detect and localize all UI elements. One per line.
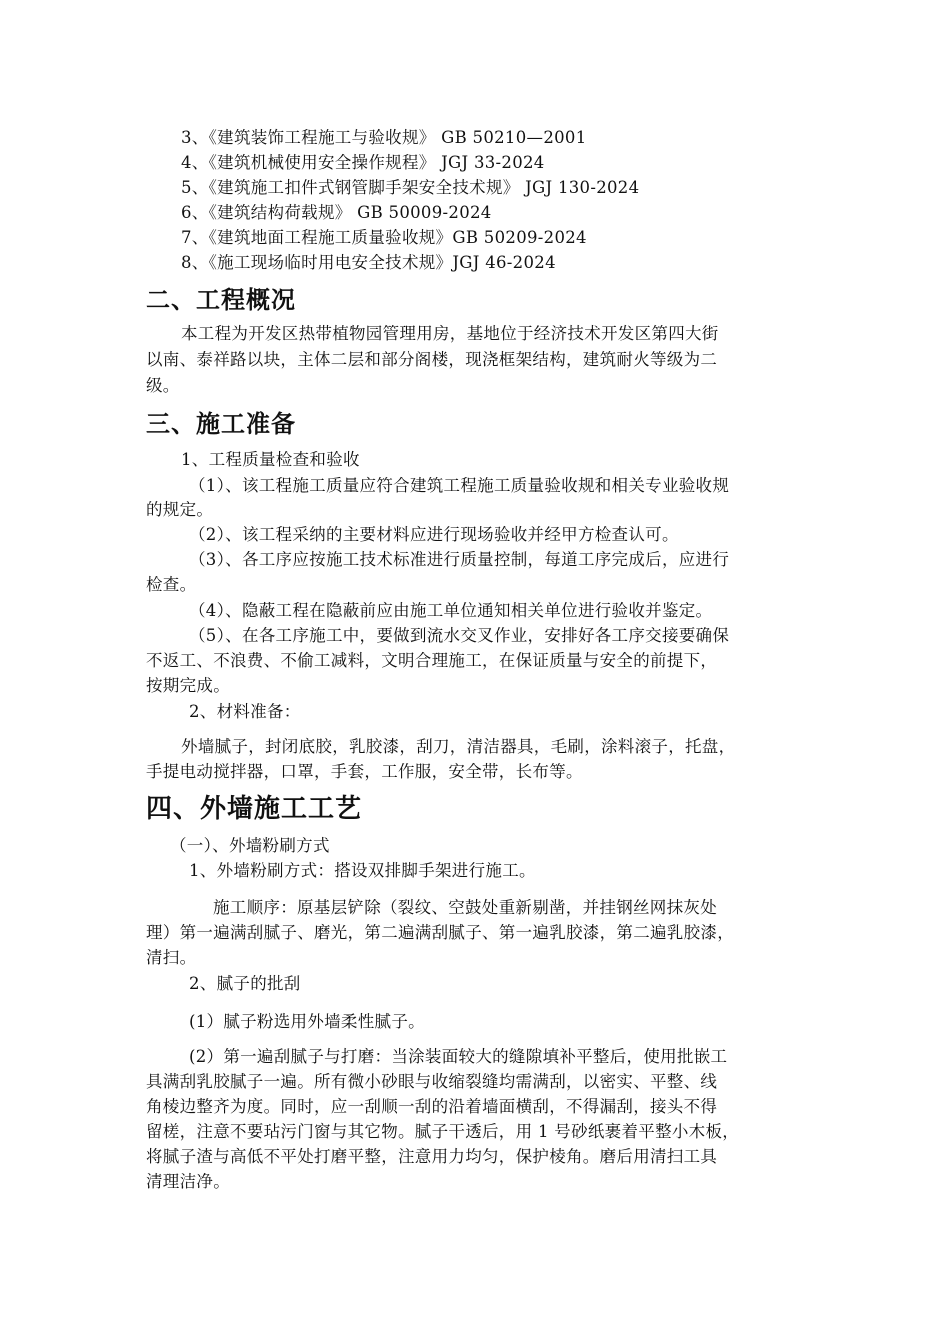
paragraph-line: 以南、泰祥路以块，主体二层和部分阁楼，现浇框架结构，建筑耐火等级为二 — [146, 350, 718, 369]
paragraph-line: 级。 — [146, 376, 180, 395]
paragraph-line: 按期完成。 — [146, 676, 230, 695]
paragraph-line: 的规定。 — [146, 500, 214, 519]
section-heading: 四、外墙施工工艺 — [146, 794, 363, 824]
paragraph-line: 1、外墙粉刷方式：搭设双排脚手架进行施工。 — [189, 861, 536, 880]
paragraph-line: （2）、该工程采纳的主要材料应进行现场验收并经甲方检查认可。 — [189, 525, 679, 544]
paragraph-line: 不返工、不浪费、不偷工减料，文明合理施工，在保证质量与安全的前提下， — [146, 651, 718, 670]
paragraph-line: 本工程为开发区热带植物园管理用房，基地位于经济技术开发区第四大街 — [181, 324, 719, 343]
standard-item: 5、《建筑施工扣件式钢管脚手架安全技术规》 JGJ 130-2024 — [181, 178, 640, 197]
paragraph-line: （1）、该工程施工质量应符合建筑工程施工质量验收规和相关专业验收规 — [189, 476, 730, 495]
paragraph-line: 理）第一遍满刮腻子、磨光，第二遍满刮腻子、第一遍乳胶漆，第二遍乳胶漆， — [146, 923, 734, 942]
paragraph-line: 手提电动搅拌器，口罩，手套，工作服，安全带，长布等。 — [146, 762, 583, 781]
section-heading: 二、工程概况 — [146, 286, 296, 314]
paragraph-line: 角棱边整齐为度。同时，应一刮顺一刮的沿着墙面横刮，不得漏刮，接头不得 — [146, 1097, 718, 1116]
standard-item: 4、《建筑机械使用安全操作规程》 JGJ 33-2024 — [181, 153, 545, 172]
standard-item: 3、《建筑装饰工程施工与验收规》 GB 50210—2001 — [181, 128, 587, 147]
standard-item: 6、《建筑结构荷载规》 GB 50009-2024 — [181, 203, 492, 222]
paragraph-line: （5）、在各工序施工中，要做到流水交叉作业，安排好各工序交接要确保 — [189, 626, 730, 645]
paragraph-line: 将腻子渣与高低不平处打磨平整，注意用力均匀，保护棱角。磨后用清扫工具 — [146, 1147, 718, 1166]
paragraph-line: （4）、隐蔽工程在隐蔽前应由施工单位通知相关单位进行验收并鉴定。 — [189, 601, 713, 620]
paragraph-line: （一）、外墙粉刷方式 — [170, 836, 330, 855]
section-heading: 三、施工准备 — [146, 410, 296, 438]
paragraph-line: 留槎，注意不要玷污门窗与其它物。腻子干透后，用 1 号砂纸裹着平整小木板， — [146, 1122, 740, 1141]
paragraph-line: 具满刮乳胶腻子一遍。所有微小砂眼与收缩裂缝均需满刮，以密实、平整、线 — [146, 1072, 718, 1091]
paragraph-line: 外墙腻子，封闭底胶，乳胶漆，刮刀，清洁器具，毛刷，涂料滚子，托盘， — [181, 737, 736, 756]
paragraph-line: 施工顺序：原基层铲除（裂纹、空鼓处重新剔凿，并挂钢丝网抹灰处 — [213, 898, 717, 917]
paragraph-line: （3）、各工序应按施工技术标准进行质量控制，每道工序完成后，应进行 — [189, 550, 730, 569]
paragraph-line: (2）第一遍刮腻子与打磨：当涂装面较大的缝隙填补平整后，使用批嵌工 — [189, 1047, 728, 1066]
paragraph-line: 2、腻子的批刮 — [189, 974, 301, 993]
paragraph-line: 2、材料准备： — [189, 702, 301, 721]
paragraph-line: 1、工程质量检查和验收 — [181, 450, 360, 469]
paragraph-line: 清扫。 — [146, 948, 197, 967]
paragraph-line: (1）腻子粉选用外墙柔性腻子。 — [189, 1012, 425, 1031]
paragraph-line: 清理洁净。 — [146, 1172, 230, 1191]
standard-item: 7、《建筑地面工程施工质量验收规》GB 50209-2024 — [181, 228, 587, 247]
standard-item: 8、《施工现场临时用电安全技术规》JGJ 46-2024 — [181, 253, 556, 272]
paragraph-line: 检查。 — [146, 575, 197, 594]
